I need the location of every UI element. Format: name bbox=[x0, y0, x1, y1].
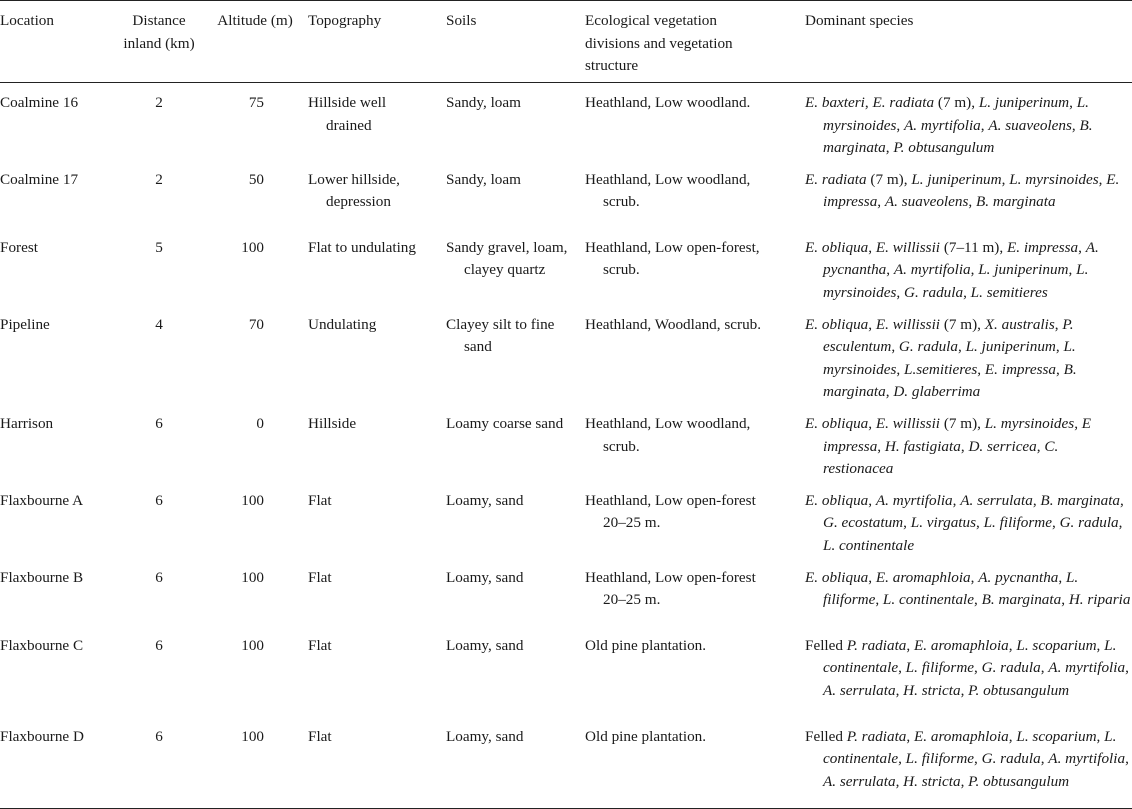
cell-distance-inland-text: 2 bbox=[155, 170, 163, 188]
species-separator: (7 m), bbox=[940, 414, 985, 432]
species-name: P. radiata bbox=[846, 727, 907, 745]
species-name: L. continentale bbox=[823, 536, 915, 554]
cell-altitude-text: 75 bbox=[248, 94, 264, 111]
cell-soils bbox=[446, 305, 585, 404]
header-location: Location bbox=[0, 12, 54, 29]
species-list bbox=[805, 567, 1132, 612]
species-name: L. continentale bbox=[882, 591, 975, 609]
species-name: E. impressa bbox=[823, 170, 1120, 211]
cell-topography-text: Flat bbox=[308, 636, 332, 654]
species-separator: , bbox=[968, 193, 976, 211]
species-separator: , bbox=[1125, 659, 1129, 677]
species-name: E. obliqua bbox=[805, 315, 869, 333]
cell-soils-text: Clayey silt to fine sand bbox=[446, 315, 555, 356]
species-name: G. radula bbox=[981, 659, 1041, 677]
species-name: L. virgatus bbox=[910, 514, 977, 532]
cell-altitude bbox=[202, 558, 308, 626]
cell-dominant-species bbox=[805, 717, 1132, 809]
species-separator: , bbox=[1036, 437, 1045, 455]
cell-soils bbox=[446, 717, 585, 809]
table-row bbox=[0, 481, 1132, 558]
cell-topography-text: Flat to undulating bbox=[308, 238, 416, 256]
cell-altitude bbox=[202, 481, 308, 558]
cell-distance-inland-text: 4 bbox=[155, 315, 163, 333]
table-row bbox=[0, 558, 1132, 626]
table-row bbox=[0, 83, 1132, 160]
species-name: B. marginata bbox=[976, 193, 1056, 211]
species-separator: , bbox=[891, 338, 899, 356]
species-name: E. obliqua bbox=[805, 491, 869, 509]
cell-location-text: Coalmine 17 bbox=[0, 170, 79, 188]
cell-altitude-text: 100 bbox=[241, 491, 264, 509]
cell-altitude bbox=[202, 83, 308, 160]
species-separator: , bbox=[903, 514, 911, 532]
species-separator: , bbox=[970, 261, 979, 279]
species-name: A. myrtifolia bbox=[904, 116, 981, 134]
species-separator: , bbox=[1098, 170, 1107, 188]
cell-altitude bbox=[202, 160, 308, 228]
table-row bbox=[0, 717, 1132, 809]
species-separator: , bbox=[896, 283, 904, 301]
cell-vegetation bbox=[585, 83, 805, 160]
cell-topography bbox=[308, 228, 446, 305]
species-separator: , bbox=[1040, 750, 1049, 768]
species-name: L. continentale bbox=[823, 727, 1117, 768]
species-separator: , bbox=[1051, 514, 1060, 532]
cell-vegetation bbox=[585, 717, 805, 809]
species-name: L. juniperinum bbox=[911, 170, 1002, 188]
species-separator: , bbox=[974, 591, 982, 609]
cell-distance-inland bbox=[116, 160, 202, 228]
cell-soils-text: Sandy gravel, loam, clayey quartz bbox=[446, 238, 568, 279]
species-name: A. serrulata bbox=[823, 681, 896, 699]
species-separator: , bbox=[1118, 514, 1123, 532]
cell-location bbox=[0, 626, 116, 717]
cell-topography-text: Hillside bbox=[308, 414, 357, 432]
species-name: G. ecostatum bbox=[823, 514, 904, 532]
cell-vegetation-text: Old pine plantation. bbox=[585, 727, 707, 745]
cell-altitude-text: 50 bbox=[248, 170, 264, 188]
species-separator: , bbox=[1008, 727, 1017, 745]
species-name: E impressa bbox=[823, 414, 1092, 455]
species-separator: (7 m), bbox=[866, 170, 912, 188]
species-name: C. restionacea bbox=[823, 437, 1059, 478]
species-separator: Felled bbox=[805, 636, 847, 654]
species-name: H. stricta bbox=[903, 681, 961, 699]
species-name: L. scoparium bbox=[1016, 636, 1097, 654]
cell-distance-inland bbox=[116, 626, 202, 717]
species-name: B. marginata bbox=[823, 116, 1093, 157]
table-row bbox=[0, 404, 1132, 481]
cell-soils-text: Sandy, loam bbox=[446, 94, 521, 111]
species-separator: , bbox=[868, 414, 876, 432]
species-separator: , bbox=[960, 437, 969, 455]
cell-dominant-species bbox=[805, 160, 1132, 228]
species-name: B. marginata bbox=[981, 591, 1062, 609]
cell-vegetation bbox=[585, 305, 805, 404]
cell-vegetation bbox=[585, 481, 805, 558]
species-name: E. aromaphloia bbox=[914, 727, 1009, 745]
species-separator: , bbox=[1069, 94, 1077, 111]
cell-altitude-text: 100 bbox=[241, 238, 264, 256]
species-separator: , bbox=[974, 659, 982, 677]
species-separator: Felled bbox=[805, 727, 847, 745]
species-name: L. filiforme bbox=[905, 750, 975, 768]
cell-topography-text: Undulating bbox=[308, 315, 377, 333]
species-list bbox=[805, 169, 1132, 214]
species-separator: , bbox=[886, 261, 894, 279]
cell-vegetation bbox=[585, 228, 805, 305]
cell-altitude bbox=[202, 305, 308, 404]
species-name: E. baxteri bbox=[805, 94, 865, 111]
species-name: A. serrulata bbox=[823, 772, 896, 790]
species-separator: , bbox=[980, 116, 989, 134]
cell-altitude-text: 70 bbox=[248, 315, 264, 333]
header-altitude: Altitude (m) bbox=[217, 12, 293, 29]
species-separator: , bbox=[960, 681, 969, 699]
cell-distance-inland-text: 2 bbox=[155, 94, 163, 111]
species-separator: , bbox=[1054, 315, 1063, 333]
species-name: P. radiata bbox=[846, 636, 907, 654]
cell-dominant-species bbox=[805, 481, 1132, 558]
species-separator: , bbox=[963, 283, 971, 301]
cell-location bbox=[0, 558, 116, 626]
species-separator: , bbox=[1096, 727, 1105, 745]
cell-soils bbox=[446, 83, 585, 160]
cell-soils bbox=[446, 404, 585, 481]
cell-distance-inland-text: 5 bbox=[155, 238, 163, 256]
species-separator: , bbox=[868, 491, 876, 509]
species-separator: , bbox=[1071, 116, 1080, 134]
species-name: E. radiata bbox=[872, 94, 935, 111]
species-list bbox=[805, 726, 1132, 794]
species-separator: , bbox=[977, 360, 985, 378]
cell-topography bbox=[308, 717, 446, 809]
species-name: L. juniperinum bbox=[978, 94, 1070, 111]
species-name: E. willissii bbox=[875, 414, 941, 432]
species-name: E. radiata bbox=[805, 170, 867, 188]
cell-topography-text: Lower hillside, depression bbox=[308, 170, 400, 211]
cell-dominant-species bbox=[805, 83, 1132, 160]
header-topography: Topography bbox=[308, 12, 382, 29]
cell-distance-inland-text: 6 bbox=[155, 414, 163, 432]
species-separator: , bbox=[1055, 338, 1064, 356]
species-name: A. myrtifolia bbox=[1048, 659, 1126, 677]
species-name: A. myrtifolia bbox=[875, 491, 953, 509]
species-separator: , bbox=[974, 750, 982, 768]
species-name: L. filiforme bbox=[983, 514, 1052, 532]
species-name: A. pycnantha bbox=[978, 568, 1059, 586]
cell-distance-inland-text: 6 bbox=[155, 491, 163, 509]
species-separator: , bbox=[1058, 568, 1066, 586]
cell-topography bbox=[308, 83, 446, 160]
species-name: A. myrtifolia bbox=[893, 261, 971, 279]
cell-distance-inland bbox=[116, 228, 202, 305]
cell-topography bbox=[308, 404, 446, 481]
species-name: L. semitieres bbox=[970, 283, 1048, 301]
cell-location bbox=[0, 481, 116, 558]
cell-dominant-species bbox=[805, 228, 1132, 305]
cell-soils-text: Loamy, sand bbox=[446, 636, 524, 654]
cell-distance-inland bbox=[116, 83, 202, 160]
cell-topography bbox=[308, 160, 446, 228]
cell-vegetation bbox=[585, 626, 805, 717]
species-separator: , bbox=[896, 116, 904, 134]
header-soils: Soils bbox=[446, 12, 477, 29]
species-name: B. marginata bbox=[1040, 491, 1121, 509]
table-row bbox=[0, 228, 1132, 305]
cell-vegetation-text: Heathland, Low woodland, scrub. bbox=[585, 414, 751, 455]
species-name: L. myrsinoides bbox=[1009, 170, 1099, 188]
cell-topography-text: Flat bbox=[308, 727, 332, 745]
table-row bbox=[0, 160, 1132, 228]
cell-vegetation bbox=[585, 558, 805, 626]
species-name: G. radula bbox=[1059, 514, 1119, 532]
species-separator: , bbox=[1001, 170, 1010, 188]
species-separator: , bbox=[960, 772, 969, 790]
species-separator: (7 m), bbox=[940, 315, 985, 333]
cell-vegetation-text: Heathland, Low woodland, scrub. bbox=[585, 170, 751, 211]
species-name: L. scoparium bbox=[1016, 727, 1097, 745]
cell-vegetation-text: Heathland, Low open-forest 20–25 m. bbox=[585, 491, 756, 532]
cell-dominant-species bbox=[805, 404, 1132, 481]
cell-topography-text: Flat bbox=[308, 491, 332, 509]
cell-distance-inland bbox=[116, 717, 202, 809]
cell-vegetation bbox=[585, 404, 805, 481]
species-name: L. myrsinoides bbox=[823, 94, 1089, 134]
header-dominant-species: Dominant species bbox=[805, 12, 914, 29]
species-name: B. marginata bbox=[823, 360, 1077, 401]
cell-altitude-text: 100 bbox=[241, 727, 264, 745]
cell-altitude bbox=[202, 228, 308, 305]
species-name: L. myrsinoides bbox=[823, 338, 1076, 378]
cell-location-text: Flaxbourne C bbox=[0, 636, 84, 654]
cell-soils bbox=[446, 228, 585, 305]
species-separator: , bbox=[1074, 414, 1082, 432]
cell-soils bbox=[446, 626, 585, 717]
species-separator: , bbox=[1096, 636, 1105, 654]
table-row bbox=[0, 305, 1132, 404]
cell-topography bbox=[308, 626, 446, 717]
species-list bbox=[805, 413, 1132, 481]
species-name: A. suaveolens bbox=[884, 193, 969, 211]
species-list bbox=[805, 635, 1132, 703]
header-vegetation-divisions: Ecological vegetation divisions and vegetation structure bbox=[585, 12, 733, 75]
species-name: G. radula bbox=[898, 338, 958, 356]
species-separator: , bbox=[1056, 360, 1064, 378]
cell-topography-text: Hillside well drained bbox=[308, 94, 387, 134]
cell-location-text: Flaxbourne D bbox=[0, 727, 84, 745]
cell-altitude bbox=[202, 626, 308, 717]
cell-location bbox=[0, 228, 116, 305]
species-list bbox=[805, 490, 1132, 558]
species-separator: , bbox=[875, 591, 883, 609]
species-separator: , bbox=[952, 491, 961, 509]
species-separator: , bbox=[895, 681, 904, 699]
cell-altitude-text: 100 bbox=[241, 636, 264, 654]
cell-location-text: Flaxbourne A bbox=[0, 491, 84, 509]
cell-distance-inland bbox=[116, 305, 202, 404]
species-list bbox=[805, 92, 1132, 160]
species-name: D. glaberrima bbox=[893, 383, 981, 401]
species-name: H. fastigiata bbox=[884, 437, 961, 455]
cell-altitude-text: 0 bbox=[256, 414, 264, 432]
species-name: A. suaveolens bbox=[988, 116, 1072, 134]
table-row bbox=[0, 626, 1132, 717]
species-separator: , bbox=[868, 315, 876, 333]
species-separator: , bbox=[1078, 238, 1086, 256]
cell-vegetation-text: Old pine plantation. bbox=[585, 636, 707, 654]
species-name: P. esculentum bbox=[823, 315, 1074, 356]
species-name: L. filiforme bbox=[823, 568, 1079, 609]
species-separator: , bbox=[898, 750, 906, 768]
cell-soils bbox=[446, 558, 585, 626]
cell-distance-inland-text: 6 bbox=[155, 568, 163, 586]
cell-dominant-species bbox=[805, 558, 1132, 626]
cell-soils-text: Loamy, sand bbox=[446, 568, 524, 586]
species-name: E. willissii bbox=[875, 238, 941, 256]
species-separator: , bbox=[885, 139, 894, 157]
species-separator: , bbox=[868, 238, 876, 256]
cell-vegetation-text: Heathland, Low open-forest, scrub. bbox=[585, 238, 760, 279]
cell-location-text: Coalmine 16 bbox=[0, 94, 79, 111]
cell-location-text: Pipeline bbox=[0, 315, 50, 333]
cell-location-text: Harrison bbox=[0, 414, 54, 432]
species-name: X. australis bbox=[984, 315, 1055, 333]
species-separator: , bbox=[1040, 659, 1049, 677]
species-name: H. stricta bbox=[903, 772, 961, 790]
cell-dominant-species bbox=[805, 626, 1132, 717]
species-name: E. impressa bbox=[984, 360, 1057, 378]
species-name: L. juniperinum bbox=[978, 261, 1069, 279]
species-name: G. radula bbox=[904, 283, 964, 301]
cell-soils bbox=[446, 481, 585, 558]
cell-location bbox=[0, 83, 116, 160]
species-separator: (7 m), bbox=[934, 94, 979, 111]
species-name: A. serrulata bbox=[960, 491, 1033, 509]
header-distance-inland: Distance inland (km) bbox=[123, 12, 195, 52]
species-name: E. aromaphloia bbox=[875, 568, 971, 586]
species-separator: , bbox=[1008, 636, 1017, 654]
cell-vegetation-text: Heathland, Woodland, scrub. bbox=[585, 315, 762, 333]
cell-topography bbox=[308, 305, 446, 404]
species-name: P. obtusangulum bbox=[893, 139, 995, 157]
cell-distance-inland-text: 6 bbox=[155, 727, 163, 745]
species-name: L. continentale bbox=[823, 636, 1117, 677]
species-name: H. riparia bbox=[1068, 591, 1131, 609]
species-separator: , bbox=[895, 772, 904, 790]
cell-soils bbox=[446, 160, 585, 228]
species-name: E. obliqua bbox=[805, 414, 869, 432]
species-list bbox=[805, 237, 1132, 305]
species-separator: , bbox=[1068, 261, 1077, 279]
cell-soils-text: Loamy coarse sand bbox=[446, 414, 564, 432]
cell-topography bbox=[308, 481, 446, 558]
cell-soils-text: Sandy, loam bbox=[446, 170, 521, 188]
species-separator: , bbox=[898, 659, 906, 677]
species-name: G. radula bbox=[981, 750, 1041, 768]
cell-soils-text: Loamy, sand bbox=[446, 727, 524, 745]
cell-vegetation-text: Heathland, Low open-forest 20–25 m. bbox=[585, 568, 756, 609]
species-name: L. filiforme bbox=[905, 659, 975, 677]
species-separator: , bbox=[877, 193, 885, 211]
species-name: L.semitieres bbox=[904, 360, 978, 378]
species-name: A. pycnantha bbox=[823, 238, 1099, 279]
species-name: E. impressa bbox=[1006, 238, 1079, 256]
species-name: E. obliqua bbox=[805, 568, 869, 586]
species-name: L. myrsinoides bbox=[984, 414, 1075, 432]
table-header bbox=[0, 1, 1132, 83]
cell-distance-inland bbox=[116, 558, 202, 626]
cell-soils-text: Loamy, sand bbox=[446, 491, 524, 509]
cell-distance-inland bbox=[116, 481, 202, 558]
cell-dominant-species bbox=[805, 305, 1132, 404]
cell-altitude bbox=[202, 717, 308, 809]
species-separator: , bbox=[877, 437, 885, 455]
species-name: A. myrtifolia bbox=[1048, 750, 1126, 768]
species-separator: , bbox=[958, 338, 966, 356]
cell-location bbox=[0, 404, 116, 481]
cell-location-text: Flaxbourne B bbox=[0, 568, 84, 586]
species-separator: , bbox=[976, 514, 984, 532]
species-separator: , bbox=[896, 360, 904, 378]
species-separator: , bbox=[1125, 750, 1129, 768]
species-separator: , bbox=[885, 383, 894, 401]
species-separator: , bbox=[906, 727, 914, 745]
cell-distance-inland-text: 6 bbox=[155, 636, 163, 654]
species-separator: , bbox=[868, 568, 876, 586]
species-name: P. obtusangulum bbox=[968, 681, 1070, 699]
cell-vegetation-text: Heathland, Low woodland. bbox=[585, 94, 751, 111]
cell-location bbox=[0, 305, 116, 404]
cell-vegetation bbox=[585, 160, 805, 228]
table-body bbox=[0, 83, 1132, 809]
species-name: P. obtusangulum bbox=[968, 772, 1070, 790]
species-list bbox=[805, 314, 1132, 404]
species-separator: , bbox=[1061, 591, 1069, 609]
species-separator: , bbox=[970, 568, 979, 586]
cell-distance-inland bbox=[116, 404, 202, 481]
species-name: L. myrsinoides bbox=[823, 261, 1089, 301]
species-name: D. serricea bbox=[968, 437, 1037, 455]
species-name: E. willissii bbox=[875, 315, 941, 333]
species-name: L. juniperinum bbox=[965, 338, 1056, 356]
species-separator: (7–11 m), bbox=[940, 238, 1007, 256]
cell-location bbox=[0, 160, 116, 228]
species-separator: , bbox=[1032, 491, 1041, 509]
species-name: E. aromaphloia bbox=[914, 636, 1009, 654]
cell-location bbox=[0, 717, 116, 809]
species-separator: , bbox=[864, 94, 873, 111]
species-separator: , bbox=[906, 636, 914, 654]
cell-altitude-text: 100 bbox=[241, 568, 264, 586]
cell-topography bbox=[308, 558, 446, 626]
species-separator: , bbox=[1120, 491, 1124, 509]
species-name: E. obliqua bbox=[805, 238, 869, 256]
cell-location-text: Forest bbox=[0, 238, 38, 256]
cell-topography-text: Flat bbox=[308, 568, 332, 586]
cell-altitude bbox=[202, 404, 308, 481]
